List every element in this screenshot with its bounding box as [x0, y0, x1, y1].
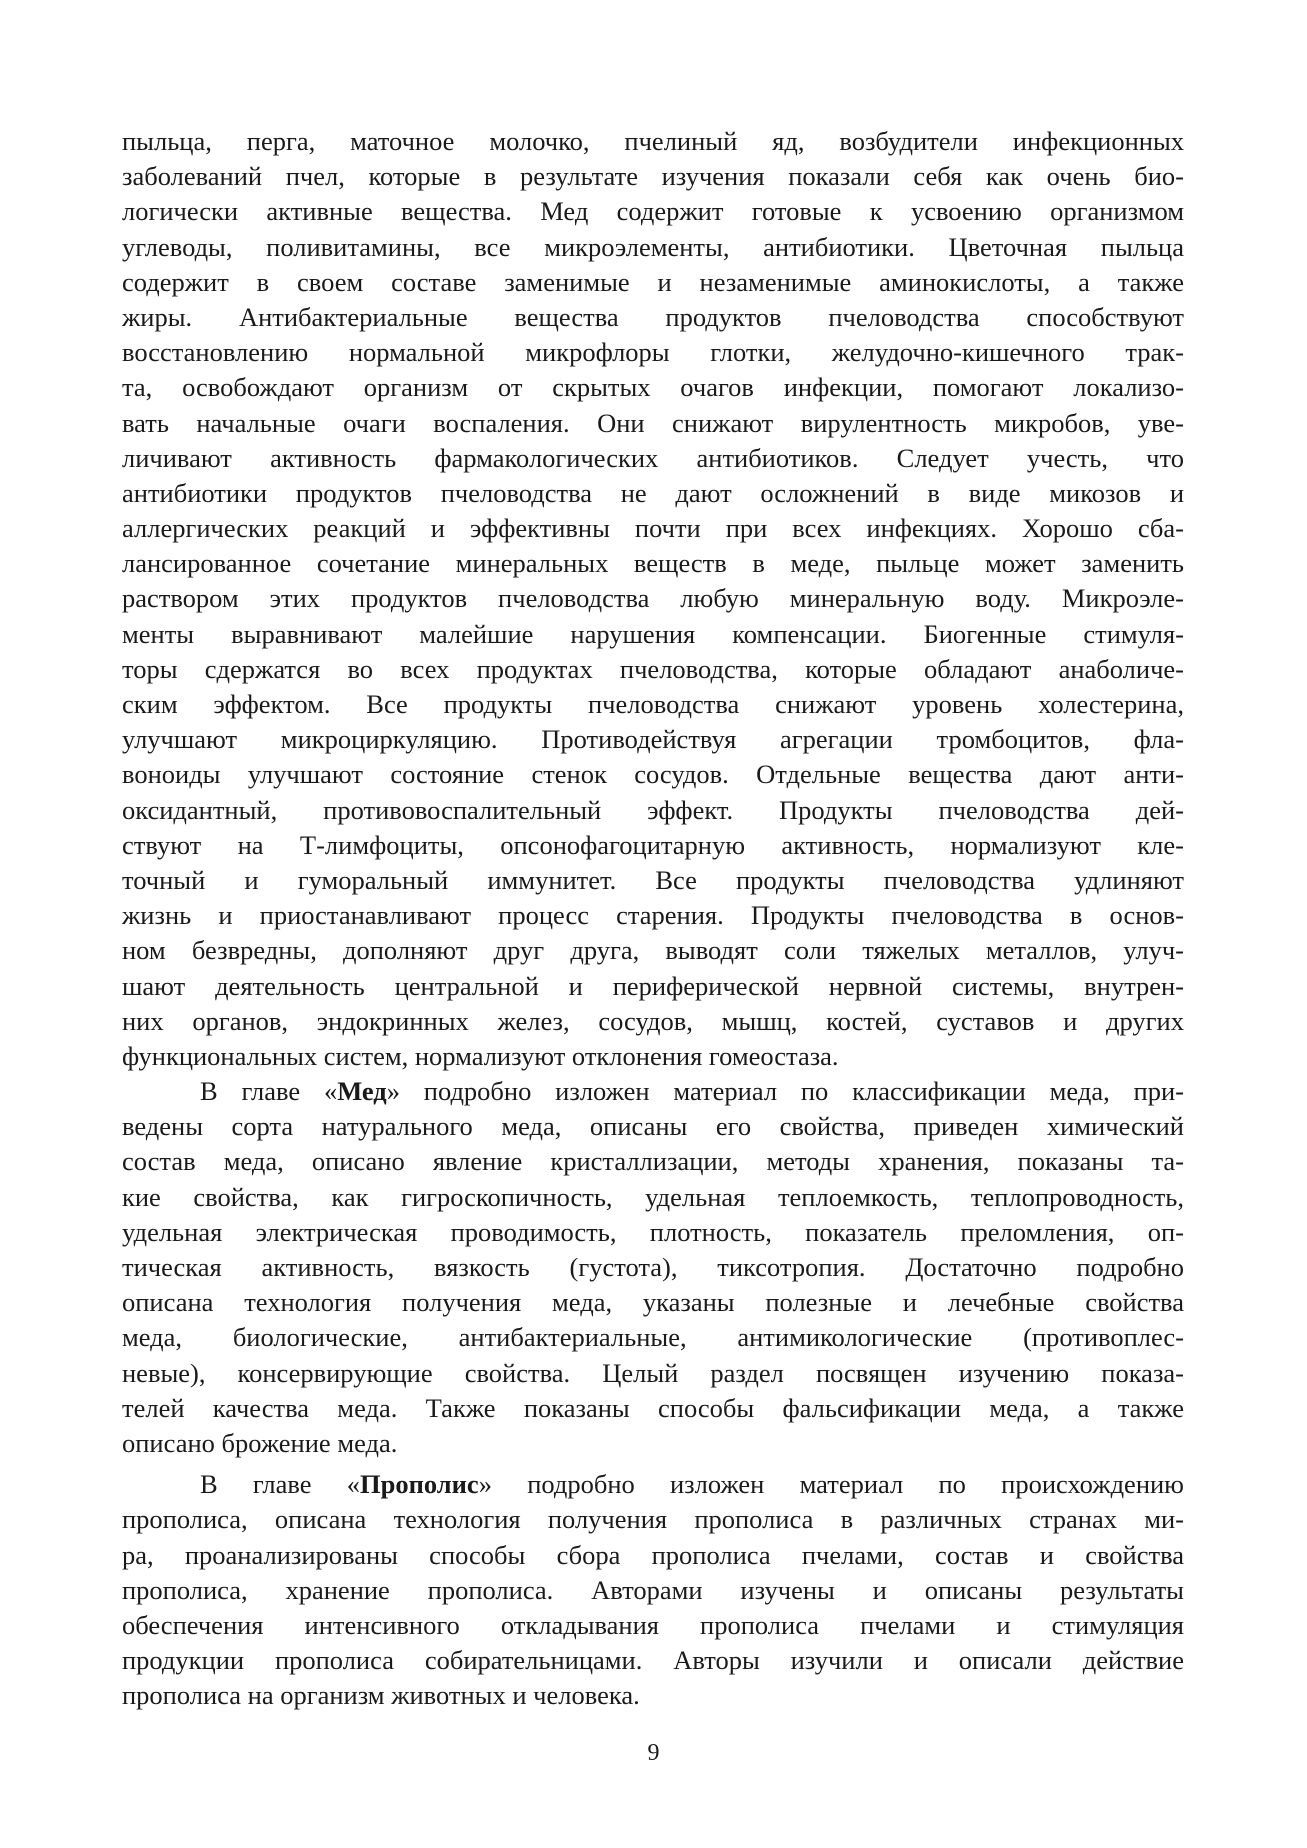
text-line: воноиды улучшают состояние стенок сосудов. Отдельные вещества дают анти- — [122, 759, 1184, 790]
text-line: состав меда, описано явление кристаллизации, методы хранения, показаны та- — [122, 1146, 1184, 1177]
page-number: 9 — [647, 1740, 660, 1766]
text-line: менты выравнивают малейшие нарушения компенсации. Биогенные стимуля- — [122, 618, 1184, 649]
paragraph-2 — [122, 1074, 1184, 1461]
text-line: шают деятельность центральной и периферической нервной системы, внутрен- — [122, 970, 1184, 1001]
text-line: содержит в своем составе заменимые и незаменимые аминокислоты, а также — [122, 266, 1184, 297]
text-line: личивают активность фармакологических антибиотиков. Следует учесть, что — [122, 442, 1184, 473]
text-line: тическая активность, вязкость (густота), тиксотропия. Достаточно подробно — [122, 1252, 1184, 1282]
chapter-title-propolis: Прополис — [360, 1469, 479, 1500]
paragraph-3 — [122, 1467, 1184, 1713]
text-line: прополиса, описана технология получения прополиса в различных странах ми- — [122, 1504, 1184, 1535]
text-line: прополиса, хранение прополиса. Авторами изучены и описаны результаты — [122, 1574, 1184, 1605]
text-line: лансированное сочетание минеральных веществ в меде, пыльце может заменить — [122, 548, 1184, 579]
text-line: продукции прополиса собирательницами. Авторы изучили и описали действие — [122, 1645, 1184, 1676]
paragraph-first-line — [122, 1467, 1184, 1502]
text-line: аллергических реакций и эффективны почти при всех инфекциях. Хорошо сба- — [122, 513, 1184, 544]
text-line: меда, биологические, антибактериальные, антимикологические (противоплес- — [122, 1322, 1184, 1353]
text-line: ном безвредны, дополняют друг друга, выводят соли тяжелых металлов, улуч- — [122, 935, 1184, 966]
text-line: прополиса на организм животных и человека. — [122, 1680, 640, 1711]
text-segment: В главе « — [200, 1469, 361, 1500]
text-line: улучшают микроциркуляцию. Противодействуя агрегации тромбоцитов, фла- — [122, 724, 1184, 755]
text-line: обеспечения интенсивного откладывания прополиса пчелами и стимуляция — [122, 1609, 1184, 1640]
body-text — [122, 124, 1184, 1713]
text-segment: » подробно изложен материал по классификации меда, при- — [386, 1076, 1184, 1107]
text-line: пыльца, перга, маточное молочко, пчелиный яд, возбудители инфекционных — [122, 126, 1184, 156]
text-line: ведены сорта натурального меда, описаны его свойства, приведен химический — [122, 1111, 1184, 1142]
text-line: вать начальные очаги воспаления. Они снижают вирулентность микробов, уве- — [122, 407, 1184, 438]
text-line: оксидантный, противовоспалительный эффект. Продукты пчеловодства дей- — [122, 794, 1184, 825]
text-line: описано брожение меда. — [122, 1427, 398, 1458]
text-line: заболеваний пчел, которые в результате изучения показали себя как очень био- — [122, 161, 1184, 192]
text-line: жизнь и приостанавливают процесс старения. Продукты пчеловодства в основ- — [122, 900, 1184, 931]
text-line: восстановлению нормальной микрофлоры глотки, желудочно-кишечного трак- — [122, 337, 1184, 368]
text-line: кие свойства, как гигроскопичность, удельная теплоемкость, теплопроводность, — [122, 1181, 1184, 1212]
text-line: точный и гуморальный иммунитет. Все продукты пчеловодства удлиняют — [122, 864, 1184, 895]
text-line: них органов, эндокринных желез, сосудов, мышц, костей, суставов и других — [122, 1005, 1184, 1036]
text-line: та, освобождают организм от скрытых очагов инфекции, помогают локализо- — [122, 372, 1184, 403]
text-line: логически активные вещества. Мед содержит готовые к усвоению организмом — [122, 196, 1184, 227]
text-line: ским эффектом. Все продукты пчеловодства снижают уровень холестерина, — [122, 689, 1184, 719]
text-line: ра, проанализированы способы сбора прополиса пчелами, состав и свойства — [122, 1539, 1184, 1570]
text-segment: В главе « — [200, 1076, 338, 1107]
text-line: функциональных систем, нормализуют отклонения гомеостаза. — [122, 1040, 839, 1071]
text-line: телей качества меда. Также показаны способы фальсификации меда, а также — [122, 1392, 1184, 1423]
text-line: углеводы, поливитамины, все микроэлементы, антибиотики. Цветочная пыльца — [122, 231, 1184, 262]
text-line: торы сдержатся во всех продуктах пчеловодства, которые обладают анаболиче- — [122, 653, 1184, 684]
text-line: невые), консервирующие свойства. Целый раздел посвящен изучению показа- — [122, 1357, 1184, 1388]
text-line: раствором этих продуктов пчеловодства любую минеральную воду. Микроэле- — [122, 583, 1184, 614]
text-line: описана технология получения меда, указаны полезные и лечебные свойства — [122, 1287, 1184, 1318]
chapter-title-med: Мед — [337, 1076, 387, 1107]
text-line: удельная электрическая проводимость, плотность, показатель преломления, оп- — [122, 1216, 1184, 1247]
paragraph-first-line — [122, 1074, 1184, 1109]
text-segment: » подробно изложен материал по происхождению — [478, 1469, 1184, 1500]
paragraph-1 — [122, 124, 1184, 1074]
text-line: жиры. Антибактериальные вещества продуктов пчеловодства способствуют — [122, 301, 1184, 332]
text-line: ствуют на Т-лимфоциты, опсонофагоцитарную активность, нормализуют кле- — [122, 829, 1184, 860]
text-line: антибиотики продуктов пчеловодства не дают осложнений в виде микозов и — [122, 477, 1184, 508]
